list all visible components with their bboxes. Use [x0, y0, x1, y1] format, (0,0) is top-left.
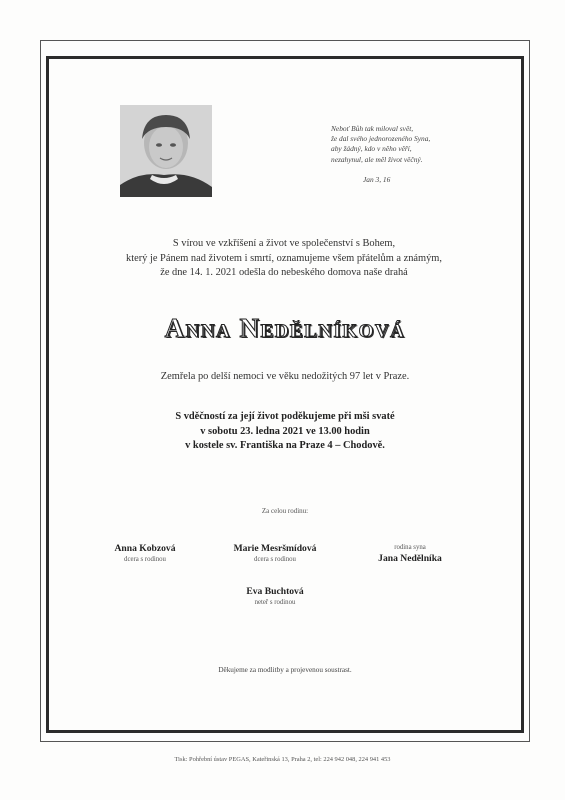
- mourner-role: dcera s rodinou: [254, 556, 296, 563]
- portrait-photo: [120, 105, 212, 197]
- mourner-role: dcera s rodinou: [124, 556, 166, 563]
- bible-quote: [331, 124, 471, 165]
- quote-line: Neboť Bůh tak miloval svět,: [331, 124, 414, 133]
- announcement-intro: [80, 237, 488, 281]
- mourner-name: Jana Nedělníka: [378, 553, 442, 564]
- quote-line: aby žádný, kdo v něho věří,: [331, 144, 412, 154]
- mourner: [95, 543, 195, 563]
- mourner-name: Anna Kobzová: [114, 543, 176, 554]
- mourner-role: neteř s rodinou: [254, 599, 296, 606]
- funeral-line: v sobotu 23. ledna 2021 ve 13.00 hodin: [200, 425, 370, 437]
- funeral-line: v kostele sv. Františka na Praze 4 – Chodově.: [185, 440, 385, 451]
- quote-line: nezahynul, ale měl život věčný.: [331, 154, 423, 164]
- mourner: [215, 543, 335, 563]
- intro-line: S vírou ve vzkříšení a život ve společenství s Bohem,: [172, 238, 396, 249]
- printer-footer: Tisk: Pohřební ústav PEGAS, Kateřinská 13, Praha 2, tel: 224 942 048, 224 941 453: [174, 756, 391, 763]
- deceased-name: Anna Nedělníková: [164, 313, 406, 343]
- mourner-name: Marie Mesršmídová: [233, 543, 317, 554]
- quote-reference: Jan 3, 16: [363, 175, 391, 184]
- funeral-line: S vděčností za její život poděkujeme při mši svaté: [175, 411, 395, 422]
- quote-line: že dal svého jednorozeného Syna,: [331, 134, 431, 144]
- thanks-note: Děkujeme za modlitby a projevenou soustrast.: [218, 666, 352, 674]
- mourner: [355, 544, 465, 564]
- intro-line: který je Pánem nad životem i smrtí, oznamujeme všem přátelům a známým,: [126, 252, 442, 264]
- intro-line: že dne 14. 1. 2021 odešla do nebeského domova naše drahá: [160, 267, 408, 278]
- family-heading: Za celou rodinu:: [261, 507, 309, 515]
- mourner-prefix: rodina syna: [394, 544, 426, 551]
- mourner-name: Eva Buchtová: [246, 586, 304, 597]
- mourner: [215, 586, 335, 606]
- death-note: Zemřela po delší nemoci ve věku nedožitých 97 let v Praze.: [160, 371, 410, 382]
- funeral-details: [60, 410, 510, 454]
